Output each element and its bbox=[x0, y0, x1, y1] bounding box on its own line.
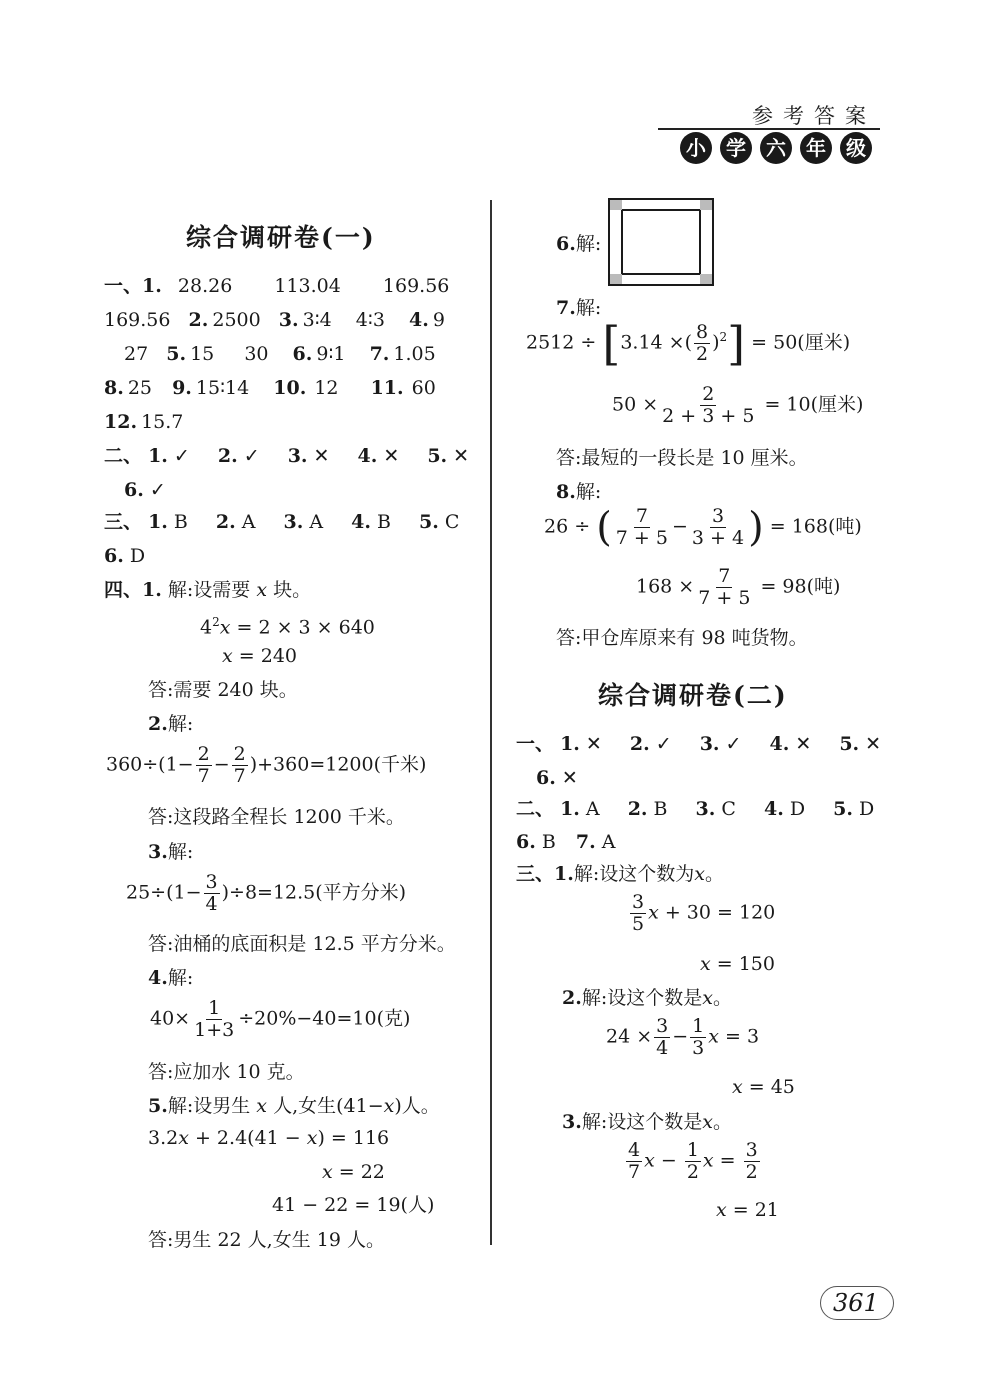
equation: x = 45 bbox=[732, 1076, 795, 1098]
problem-statement: 6.解: bbox=[556, 233, 602, 255]
column-divider bbox=[490, 200, 492, 1245]
equation: 2512 ÷ [3.14 ×( $\frac{8}{2}$ )$^2$] = 50(厘米) bbox=[526, 316, 851, 371]
equation: 24 × $\frac{3}{4}$ − $\frac{1}{3}$ x = 3 bbox=[606, 1015, 760, 1059]
answer-row: 6. B 7. A bbox=[516, 831, 616, 853]
page-number: 361 bbox=[820, 1286, 894, 1320]
equation: 40× $\frac{1}{1+3}$ ÷20%−40=10(克) bbox=[150, 997, 411, 1041]
equation: x = 21 bbox=[716, 1199, 779, 1221]
equation: x = 22 bbox=[322, 1161, 385, 1183]
equation: 26 ÷ ( $\frac{7}{7 + 5}$ − $\frac{3}{3 + 4}$ ) = 168(吨) bbox=[544, 504, 862, 551]
equation: $\frac{3}{5}$ x + 30 = 120 bbox=[632, 891, 776, 935]
answer-row: 一、1. 28.26 113.04 169.56 bbox=[104, 275, 450, 297]
answer-row: 一、 1. ✕ 2. ✓ 3. ✓ 4. ✕ 5. ✕ bbox=[516, 733, 882, 755]
equation: 3.2x + 2.4(41 − x) = 116 bbox=[148, 1127, 390, 1149]
equation: 41 − 22 = 19(人) bbox=[272, 1194, 435, 1216]
problem-statement: 7.解: bbox=[556, 297, 602, 319]
equation: 25÷(1− $\frac{3}{4}$ )÷8=12.5(平方分米) bbox=[126, 871, 407, 915]
problem-statement: 2.解: bbox=[148, 713, 194, 735]
answer-row: 6. ✕ bbox=[536, 767, 578, 789]
grade-char: 小 bbox=[680, 132, 712, 164]
problem-statement: 3.解: bbox=[148, 841, 194, 863]
section-title-1: 综合调研卷(一) bbox=[186, 223, 376, 252]
answer-row: 12. 15.7 bbox=[104, 411, 184, 433]
answer-row: 8. 25 9. 15∶14 10. 12 11. 60 bbox=[104, 377, 436, 399]
section-title-2: 综合调研卷(二) bbox=[598, 681, 788, 710]
problem-statement: 三、1.解:设这个数为x。 bbox=[516, 863, 724, 885]
answer-text: 答:应加水 10 克。 bbox=[148, 1061, 305, 1083]
problem-statement: 3.解:设这个数是x。 bbox=[562, 1111, 732, 1133]
grade-char: 学 bbox=[720, 132, 752, 164]
problem-statement: 4.解: bbox=[148, 967, 194, 989]
equation: x = 240 bbox=[222, 645, 297, 667]
equation: $4^2x = 2 \times 3 \times 640$ bbox=[200, 615, 375, 639]
problem-statement: 2.解:设这个数是x。 bbox=[562, 987, 732, 1009]
grade-char: 六 bbox=[760, 132, 792, 164]
frame-diagram bbox=[608, 198, 714, 286]
grade-badge bbox=[680, 132, 872, 164]
equation: x = 150 bbox=[700, 953, 775, 975]
equation: 50 × $\frac{2}{2 + 3 + 5}$ = 10(厘米) bbox=[612, 383, 864, 427]
answer-row: 27 5. 15 30 6. 9∶1 7. 1.05 bbox=[124, 343, 436, 365]
answer-text: 答:甲仓库原来有 98 吨货物。 bbox=[556, 627, 808, 649]
answer-text: 答:需要 240 块。 bbox=[148, 679, 298, 701]
answer-row: 二、 1. ✓ 2. ✓ 3. ✕ 4. ✕ 5. ✕ bbox=[104, 445, 470, 467]
header-rule bbox=[658, 128, 880, 130]
problem-statement: 8.解: bbox=[556, 481, 602, 503]
answer-text: 答:这段路全程长 1200 千米。 bbox=[148, 806, 405, 828]
answer-text: 答:油桶的底面积是 12.5 平方分米。 bbox=[148, 933, 456, 955]
grade-char: 年 bbox=[800, 132, 832, 164]
answer-text: 答:男生 22 人,女生 19 人。 bbox=[148, 1229, 385, 1251]
equation: $\frac{4}{7}$ x − $\frac{1}{2}$ x = $\frac{3}{2}$ bbox=[628, 1139, 758, 1183]
answer-row: 6. ✓ bbox=[124, 479, 166, 501]
answer-text: 答:最短的一段长是 10 厘米。 bbox=[556, 447, 808, 469]
equation: 360÷(1− $\frac{2}{7}$ − $\frac{2}{7}$ )+360=1200(千米) bbox=[106, 743, 427, 787]
answer-row: 三、 1. B 2. A 3. A 4. B 5. C bbox=[104, 511, 460, 533]
equation: 168 × $\frac{7}{7 + 5}$ = 98(吨) bbox=[636, 565, 841, 609]
answer-row: 169.56 2. 2500 3. 3∶4 4∶3 4. 9 bbox=[104, 309, 445, 331]
grade-char: 级 bbox=[840, 132, 872, 164]
problem-statement: 四、1. 解:设需要 x 块。 bbox=[104, 579, 312, 601]
answer-row: 二、 1. A 2. B 3. C 4. D 5. D bbox=[516, 798, 875, 820]
problem-statement: 5.解:设男生 x 人,女生(41−x)人。 bbox=[148, 1095, 440, 1117]
header-title: 参考答案 bbox=[752, 104, 876, 128]
answer-row: 6. D bbox=[104, 545, 146, 567]
